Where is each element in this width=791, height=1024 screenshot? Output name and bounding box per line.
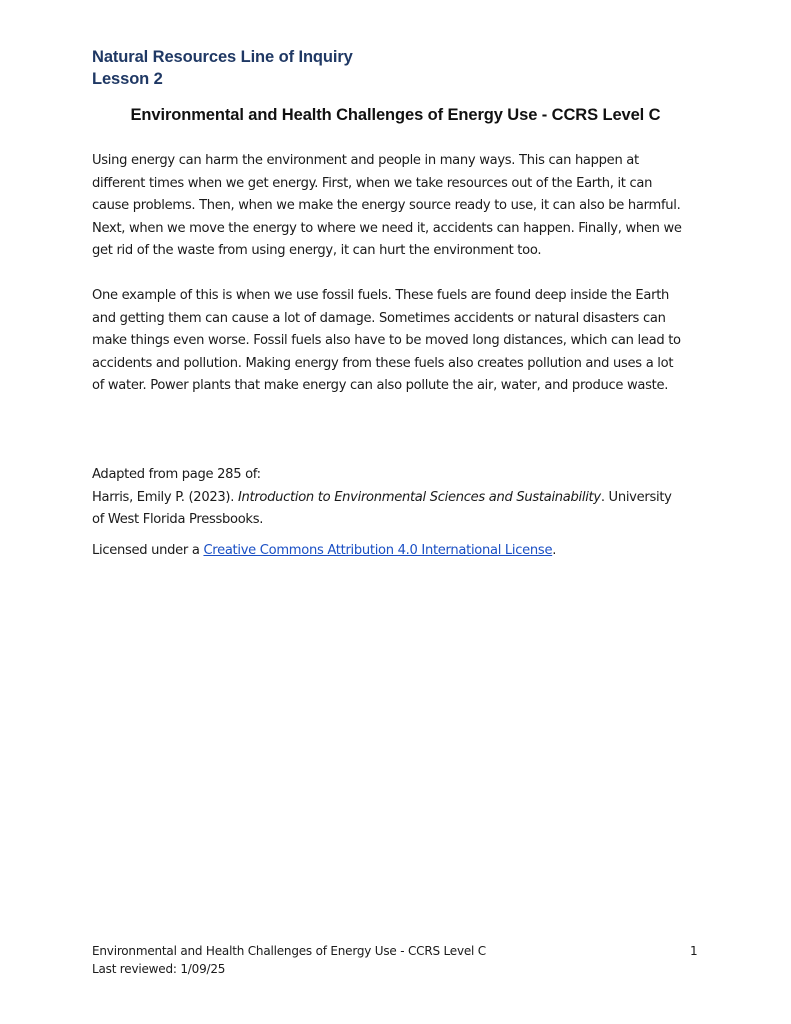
paragraph-line: of water. Power plants that make energy can also pollute the air, water, and produce waste.: [92, 378, 669, 393]
paragraph-line: different times when we get energy. First, when we take resources out of the Earth, it can: [92, 175, 653, 191]
paragraph-2: [92, 285, 704, 398]
citation: [92, 464, 704, 532]
license-statement: [92, 540, 704, 563]
citation-reference-line: [92, 487, 704, 510]
citation-publisher: of West Florida Pressbooks.: [92, 512, 264, 527]
lesson-heading: Lesson 2: [92, 70, 163, 88]
citation-adapted-from: Adapted from page 285 of:: [92, 467, 261, 482]
page-footer: [92, 942, 700, 978]
paragraph-line: get rid of the waste from using energy, it can hurt the environment too.: [92, 243, 542, 258]
footer-last-reviewed: Last reviewed: 1/09/25: [92, 962, 226, 976]
license-link[interactable]: Creative Commons Attribution 4.0 International License: [203, 543, 553, 558]
paragraph-line: and getting them can cause a lot of damage. Sometimes accidents or natural disasters can: [92, 310, 666, 326]
citation-book-title: Introduction to Environmental Sciences and Sustainability: [237, 489, 601, 505]
paragraph-line: accidents and pollution. Making energy from these fuels also creates pollution and uses a lot: [92, 355, 674, 371]
paragraph-line: Next, when we move the energy to where we need it, accidents can happen. Finally, when we: [92, 220, 682, 236]
paragraph-line: Using energy can harm the environment and people in many ways. This can happen at: [92, 153, 639, 168]
citation-author-year: Harris, Emily P. (2023).: [92, 489, 238, 505]
paragraph-1: [92, 150, 704, 263]
footer-document-title: Environmental and Health Challenges of Energy Use - CCRS Level C: [92, 944, 486, 958]
license-suffix: .: [552, 543, 557, 558]
license-prefix: Licensed under a: [92, 543, 204, 558]
page-number: 1: [690, 944, 698, 958]
document-title: Environmental and Health Challenges of Energy Use - CCRS Level C: [130, 106, 661, 124]
paragraph-line: make things even worse. Fossil fuels also have to be moved long distances, which can lead to: [92, 333, 681, 348]
paragraph-line: cause problems. Then, when we make the energy source ready to use, it can also be harmful.: [92, 198, 681, 213]
license-line: [92, 540, 704, 563]
paragraph-line: One example of this is when we use fossil fuels. These fuels are found deep inside the Earth: [92, 288, 670, 303]
line-of-inquiry-heading: Natural Resources Line of Inquiry: [92, 48, 353, 66]
citation-after-title: . University: [600, 489, 672, 505]
